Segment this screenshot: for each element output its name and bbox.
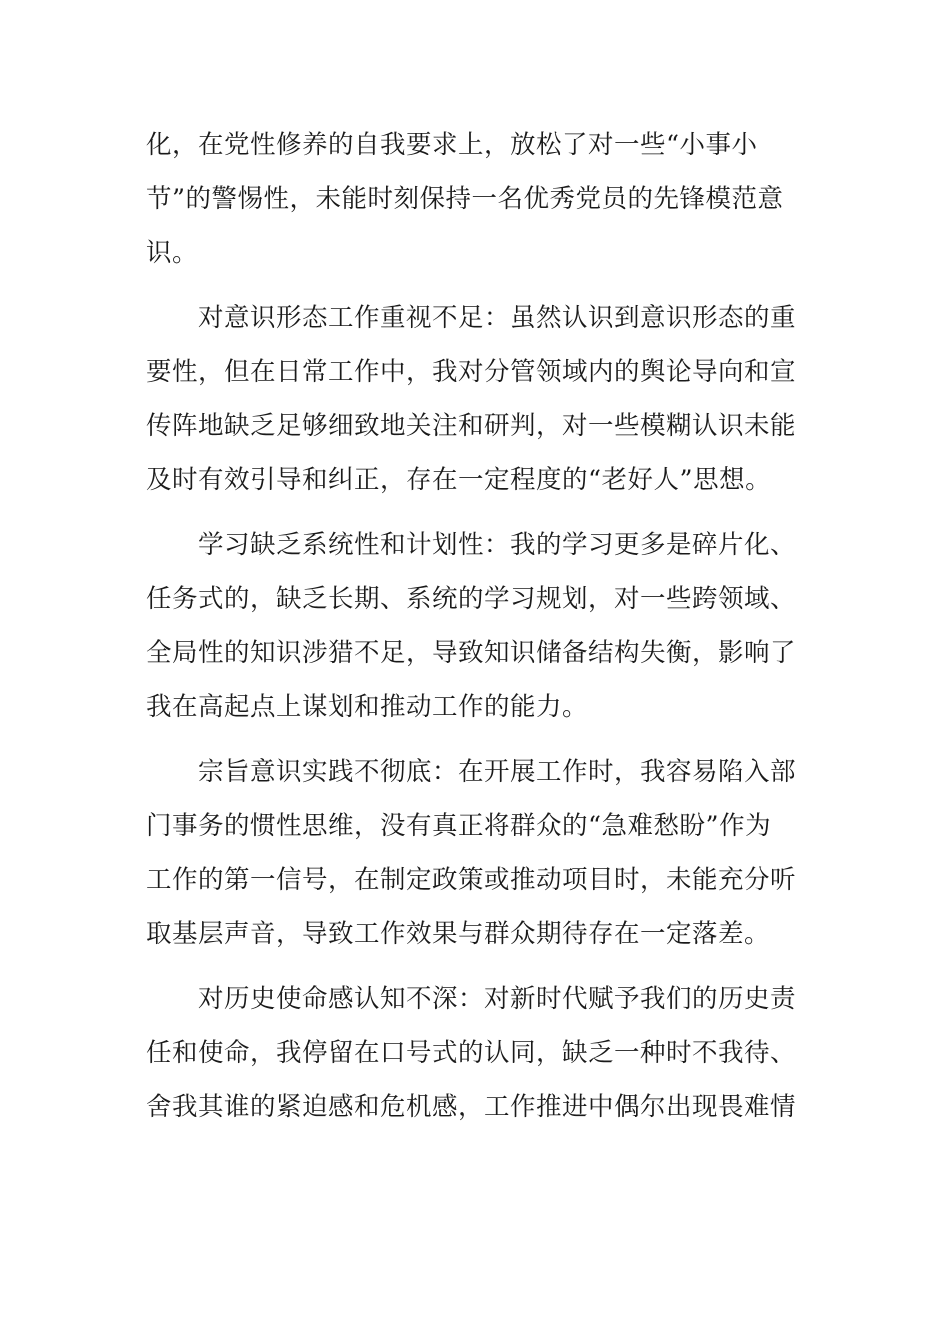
text-line: 节”的警惕性，未能时刻保持一名优秀党员的先锋模范意	[146, 184, 784, 214]
paragraph-ideology-work	[146, 291, 797, 507]
paragraph-historical-mission	[146, 972, 797, 1134]
text-line: 传阵地缺乏足够细致地关注和研判，对一些模糊认识未能	[146, 411, 797, 441]
text-line: 工作的第一信号，在制定政策或推动项目时，未能充分听	[146, 865, 797, 895]
text-line: 全局性的知识涉猎不足，导致知识储备结构失衡，影响了	[146, 638, 797, 668]
text-line: 化，在党性修养的自我要求上，放松了对一些“小事小	[146, 130, 758, 160]
text-line: 取基层声音，导致工作效果与群众期待存在一定落差。	[146, 919, 771, 949]
text-line: 学习缺乏系统性和计划性：我的学习更多是碎片化、	[198, 530, 797, 560]
text-line: 舍我其谁的紧迫感和危机感，工作推进中偶尔出现畏难情	[146, 1092, 797, 1122]
text-line: 要性，但在日常工作中，我对分管领域内的舆论导向和宣	[146, 357, 797, 387]
paragraph-learning-system	[146, 518, 797, 734]
paragraph-party-spirit-continuation	[146, 118, 786, 280]
paragraph-purpose-awareness	[146, 745, 797, 961]
text-line: 对意识形态工作重视不足：虽然认识到意识形态的重	[198, 303, 797, 333]
text-line: 对历史使命感认知不深：对新时代赋予我们的历史责	[198, 984, 797, 1014]
text-line: 宗旨意识实践不彻底：在开展工作时，我容易陷入部	[198, 757, 797, 787]
text-line: 任和使命，我停留在口号式的认同，缺乏一种时不我待、	[146, 1038, 797, 1068]
text-line: 任务式的，缺乏长期、系统的学习规划，对一些跨领域、	[146, 584, 797, 614]
text-line: 我在高起点上谋划和推动工作的能力。	[146, 692, 589, 722]
text-line: 门事务的惯性思维，没有真正将群众的“急难愁盼”作为	[146, 811, 772, 841]
document-body	[146, 118, 797, 1134]
text-line: 识。	[146, 238, 199, 268]
text-line: 及时有效引导和纠正，存在一定程度的“老好人”思想。	[146, 465, 772, 495]
